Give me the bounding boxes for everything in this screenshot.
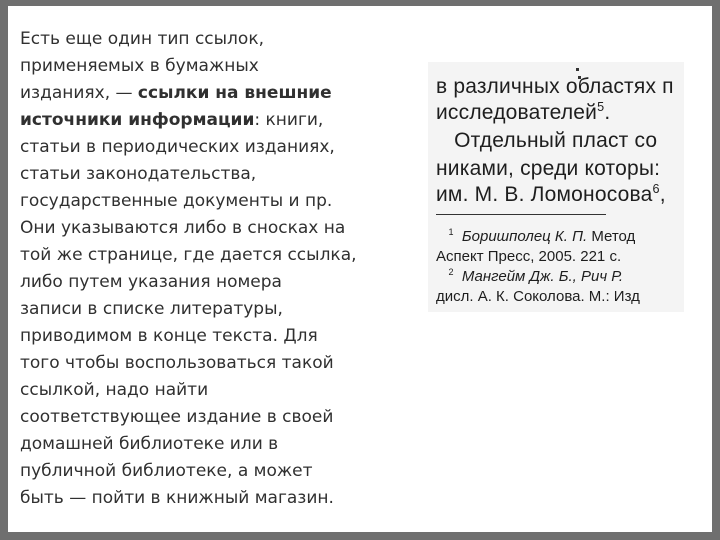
footnote-ref: 5	[597, 100, 605, 114]
text-line: Есть еще один тип ссылок,	[20, 29, 264, 49]
text-line: государственные документы и пр.	[20, 191, 333, 211]
scan-text-line: никами, среди которы:	[436, 157, 661, 180]
scan-text-span: ,	[659, 183, 666, 206]
text-line: Они указываются либо в сносках на	[20, 218, 346, 238]
footnote-author: Мангейм Дж. Б., Рич Р.	[461, 268, 624, 285]
slide	[8, 6, 712, 532]
text-line: домашней библиотеке или в	[20, 434, 279, 454]
text-line: статьи в периодических изданиях,	[20, 137, 335, 157]
scan-text-line	[436, 182, 666, 208]
text-span: изданиях, —	[20, 83, 138, 103]
footnote-separator	[436, 214, 606, 215]
text-line: соответствующее издание в своей	[20, 407, 334, 427]
scan-text-span: им. М. В. Ломоносова	[436, 183, 653, 206]
text-line: быть — пойти в книжный магазин.	[20, 488, 334, 508]
footnote-line: дисл. А. К. Соколова. М.: Изд	[436, 288, 640, 305]
text-line: того чтобы воспользоваться такой	[20, 353, 334, 373]
footnote-line	[436, 268, 623, 286]
body-paragraph	[20, 26, 398, 512]
text-line: публичной библиотеке, а может	[20, 461, 313, 481]
text-line	[20, 80, 398, 107]
footnote-text: Метод	[587, 228, 636, 245]
scan-text-span: .	[604, 101, 611, 124]
text-line	[20, 107, 398, 134]
text-line: той же странице, где дается ссылка,	[20, 245, 357, 265]
scan-text-line	[436, 100, 610, 126]
footnote-number: 1	[448, 227, 454, 237]
scan-text-span: исследователей	[436, 101, 598, 124]
text-line: записи в списке литературы,	[20, 299, 283, 319]
scan-text-line: в различных областях п	[436, 75, 674, 98]
scan-text-line: Отдельный пласт со	[436, 129, 658, 152]
bold-term: источники информации	[20, 110, 255, 130]
scan-speck	[576, 68, 579, 71]
footnote-number: 2	[448, 267, 454, 277]
footnote-author: Боришполец К. П.	[461, 228, 588, 245]
text-line: ссылкой, надо найти	[20, 380, 209, 400]
footnote-ref: 6	[652, 182, 660, 196]
scanned-page-excerpt	[428, 62, 684, 312]
footnote-line	[436, 228, 635, 246]
text-line: приводимом в конце текста. Для	[20, 326, 318, 346]
text-span: : книги,	[254, 110, 324, 130]
text-line: применяемых в бумажных	[20, 56, 259, 76]
text-line: либо путем указания номера	[20, 272, 282, 292]
text-line: статьи законодательства,	[20, 164, 257, 184]
footnote-line: Аспект Пресс, 2005. 221 с.	[436, 248, 622, 265]
bold-term: ссылки на внешние	[137, 83, 332, 103]
